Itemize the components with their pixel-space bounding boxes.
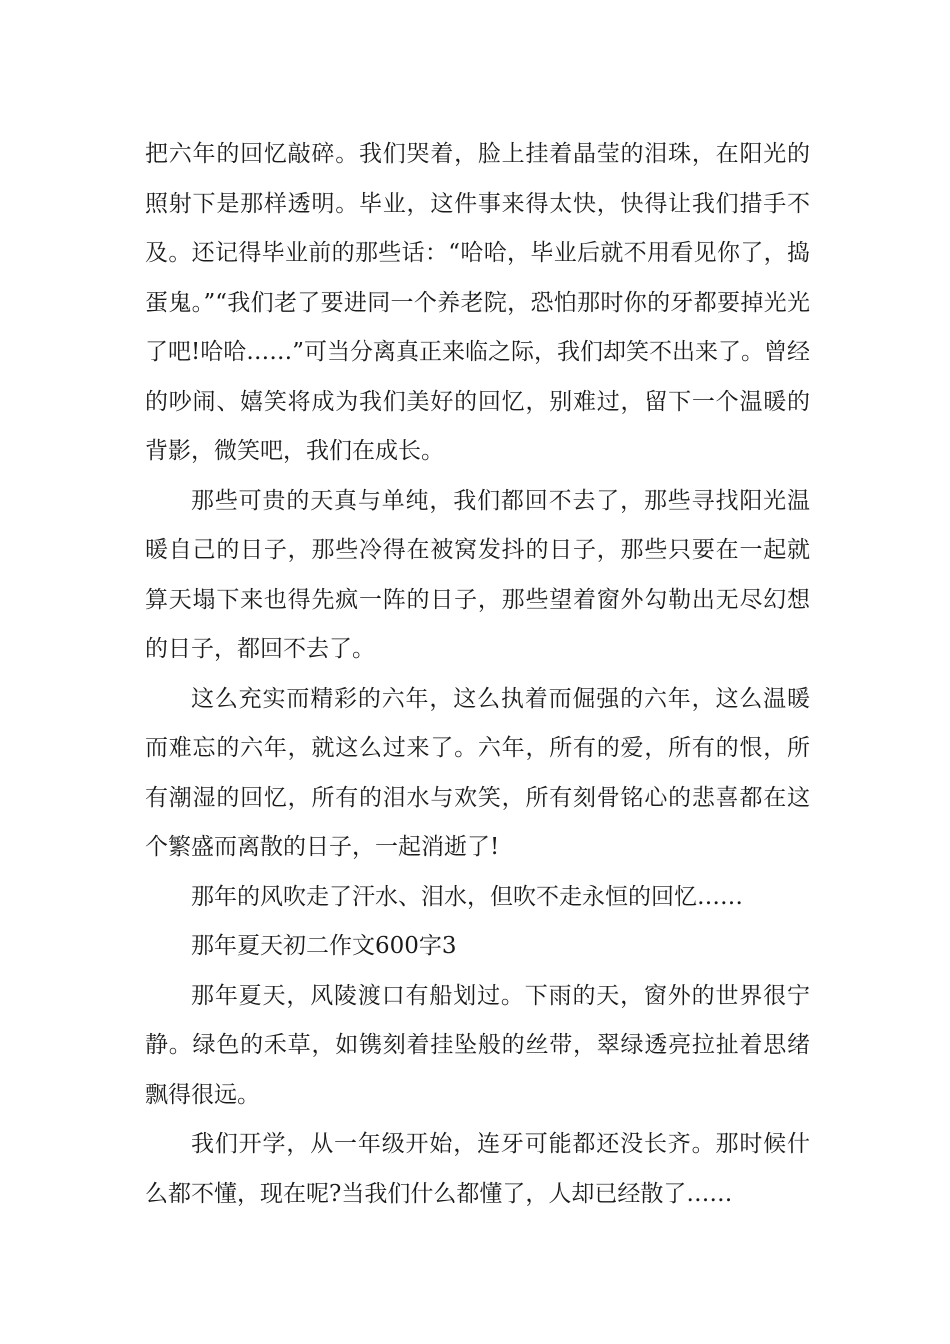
paragraph: 这么充实而精彩的六年，这么执着而倔强的六年，这么温暖而难忘的六年，就这么过来了。六年，所有的爱，所有的恨，所有潮湿的回忆，所有的泪水与欢笑，所有刻骨铭心的悲喜都在这个繁盛而离散的日子，一起消逝了! <box>145 685 810 860</box>
paragraph: 那年夏天，风陵渡口有船划过。下雨的天，窗外的世界很宁静。绿色的禾草，如镌刻着挂坠般的丝带，翠绿透亮拉扯着思绪飘得很远。 <box>145 982 810 1108</box>
paragraph: 我们开学，从一年级开始，连牙可能都还没长齐。那时候什么都不懂，现在呢?当我们什么都懂了，人却已经散了…… <box>145 1131 810 1207</box>
section-heading: 那年夏天初二作文600字3 <box>191 933 457 959</box>
document-body <box>145 130 810 1219</box>
paragraph: 那些可贵的天真与单纯，我们都回不去了，那些寻找阳光温暖自己的日子，那些冷得在被窝发抖的日子，那些只要在一起就算天塌下来也得先疯一阵的日子，那些望着窗外勾勒出无尽幻想的日子，都回不去了。 <box>145 487 810 662</box>
paragraph-continuation: 把六年的回忆敲碎。我们哭着，脸上挂着晶莹的泪珠，在阳光的照射下是那样透明。毕业，这件事来得太快，快得让我们措手不及。还记得毕业前的那些话：“哈哈，毕业后就不用看见你了，捣蛋鬼。”“我们老了要进同一个养老院，恐怕那时你的牙都要掉光光了吧!哈哈……”可当分离真正来临之际，我们却笑不出来了。曾经的吵闹、嬉笑将成为我们美好的回忆，别难过，留下一个温暖的背影，微笑吧，我们在成长。 <box>145 141 811 464</box>
paragraph: 那年的风吹走了汗水、泪水，但吹不走永恒的回忆…… <box>191 883 743 910</box>
